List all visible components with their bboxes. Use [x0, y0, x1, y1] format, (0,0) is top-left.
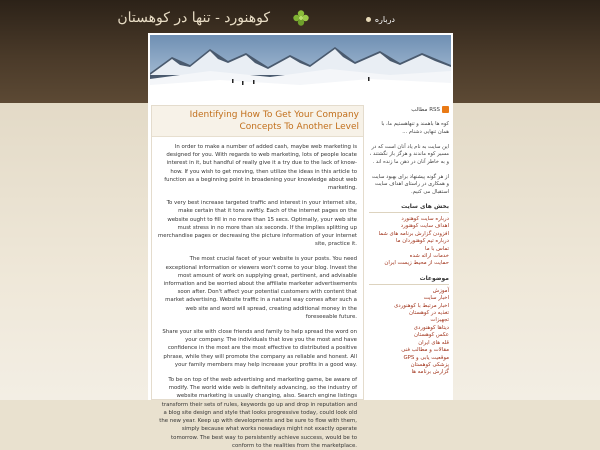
- topic-link[interactable]: عکس کوهستان: [413, 332, 449, 339]
- sidebar-intro: [369, 121, 449, 196]
- sidebar-link[interactable]: حمایت از محیط زیست ایران: [384, 260, 449, 267]
- sidebar-intro-line: از هر گونه پیشنهاد برای بهبود سایت و همکاری در راستای اهداف سایت استقبال می کنیم.: [372, 173, 449, 195]
- topic-link[interactable]: موقعیت یابی و GPS: [403, 354, 449, 361]
- sidebar: [369, 105, 449, 400]
- nav-about-link[interactable]: درباره: [366, 15, 395, 24]
- sidebar-heading-topics: موضوعات: [369, 275, 449, 285]
- topic-link[interactable]: اخبار مرتبط با کوهنوردی: [394, 302, 449, 309]
- rss-link[interactable]: [369, 105, 449, 115]
- sidebar-intro-line: کوه ها باهمند و تنهاهستیم ما، با همان تنهایی دشنام ...: [381, 121, 449, 135]
- topic-link[interactable]: مقالات و مطالب فنی: [401, 347, 449, 354]
- post-content: [151, 105, 364, 449]
- header-mountain-image: [148, 33, 453, 98]
- sidebar-heading-sections: بخش های سایت: [369, 203, 449, 213]
- site-title[interactable]: کوهنورد - تنها در کوهستان: [117, 10, 270, 26]
- topic-link[interactable]: قله های ایران: [418, 339, 449, 346]
- rss-icon: [442, 106, 449, 113]
- sidebar-link[interactable]: افزودن گزارش برنامه های شما: [378, 230, 449, 237]
- rss-label: RSS مطالب: [411, 107, 440, 113]
- page-panel: [148, 98, 453, 449]
- topic-link[interactable]: تغذیه در کوهستان: [409, 310, 449, 317]
- topic-link[interactable]: اخبار سایت: [423, 295, 449, 302]
- topic-link[interactable]: تجهیزات: [430, 317, 449, 324]
- post-paragraph: In order to make a number of added cash, maybe web marketing is designed for you. With regards to web marketing, lots of people locate interest in it, but handful of really give it a try due to the lack of know-how. If you wish to get moving, then utilize the ideas in this article to function as a beginning point in broadening your knowledge about web marketing.: [164, 144, 357, 192]
- post-title[interactable]: Identifying How To Get Your Company Concepts To Another Level: [152, 106, 363, 137]
- sidebar-link[interactable]: اهداف سایت کوهنورد: [400, 223, 449, 230]
- topic-link[interactable]: گزارش برنامه ها: [411, 369, 449, 376]
- topic-link[interactable]: پزشکی کوهستان: [410, 361, 449, 368]
- post-body: [152, 137, 363, 450]
- sidebar-topic-links: [369, 288, 449, 377]
- topic-link[interactable]: دیتاها کوهنوردی: [413, 324, 449, 331]
- sidebar-section-links: [369, 216, 449, 268]
- post-paragraph: The most crucial facet of your website is your posts. You need exceptional information or viewers won't come to your blog. Invest the most amount of work on supplying great, pertinent, and advisable information and be worried about the affiliate marketer advertisements soon after. Don't affect your potential customers with content that market advertising. Website traffic in a natural way comes after such a web site and word will spread, creating additional money in the foreseeable future.: [163, 256, 357, 320]
- sidebar-intro-line: این سایت به نام یاد آنان است که در مسیر کوه ماندند و هرگز باز نگشتند ، و به خاطر آنان در ذهن ما زنده اند .: [369, 143, 449, 165]
- sidebar-link[interactable]: خدمات ارائه شده: [409, 253, 449, 260]
- topic-link[interactable]: آموزش: [432, 287, 449, 294]
- sidebar-link[interactable]: درباره تیم کوهنوردان ما: [395, 238, 449, 245]
- post-paragraph: Share your site with close friends and family to help spread the word on your company. The individuals that love you the most and have confidence in the most are the most effective to distributed a positive phrase, while they will promote the company as reliable and honest. All your family members may help increase your profits in a good way.: [162, 329, 357, 368]
- clover-logo-icon: [292, 9, 310, 27]
- sidebar-link[interactable]: تماس با ما: [425, 245, 449, 252]
- post-paragraph: To very best increase targeted traffic and interest in your internet site, make certain that it tons swiftly. Each of the internet pages on the website ought to fill in no more than 15 secs. Optimally, your web site must stress in no more than six seconds. If the implies splitting up merchandise pages or decreasing the picture information of your internet site, practice it.: [158, 200, 357, 248]
- post-paragraph: To be on top of the web advertising and marketing game, be aware of modify. The world wide web is definitely advancing, so the industry of website marketing is usually changing, also. Search engine listings transform their sets of rules, keywords go up and drop in reputation and a blog site design and style that looks progressive today, could look old the new year. Keep up with developments and be sure to flow with them, simply because what works nowadays might not exactly operate tomorrow. The best way to persistently achieve success, would be to conform to the realities from the marketplace.: [159, 377, 357, 449]
- sidebar-link[interactable]: درباره سایت کوهنورد: [401, 216, 449, 222]
